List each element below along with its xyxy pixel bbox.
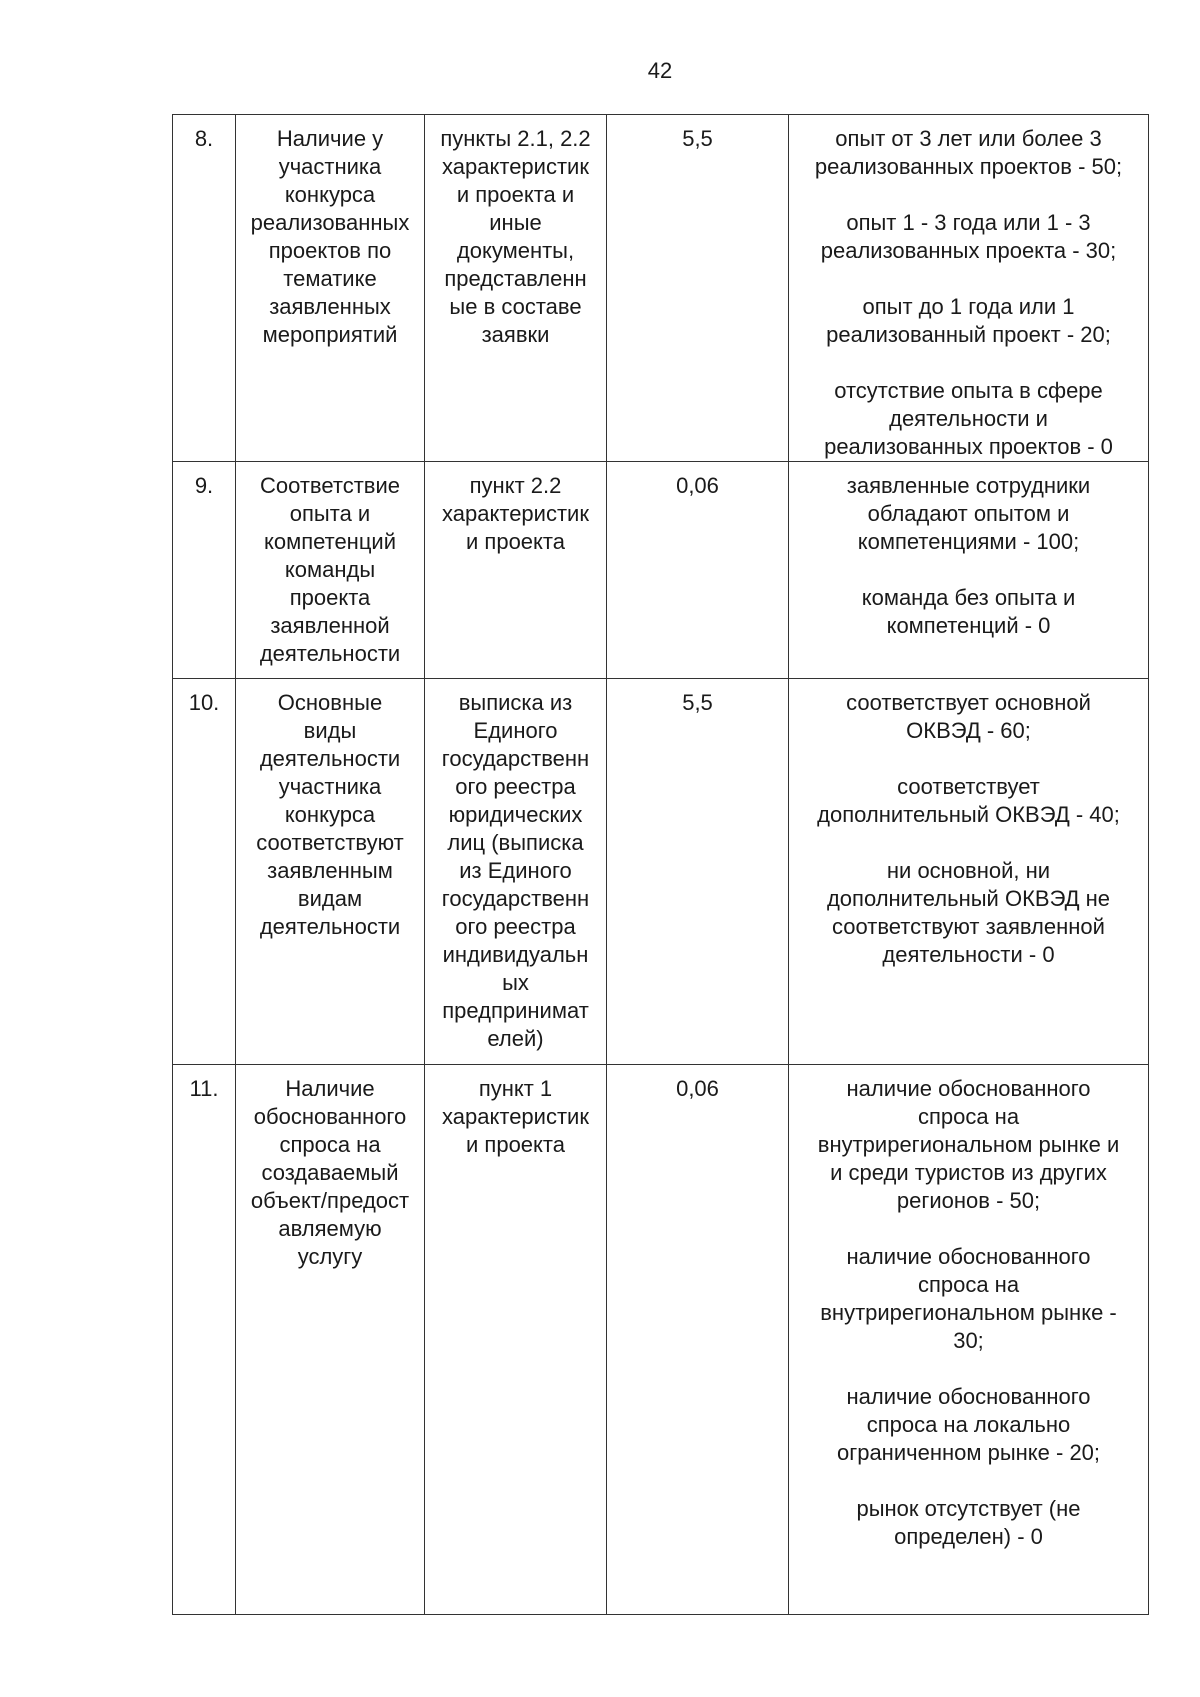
score-line: дополнительный ОКВЭД не (826, 886, 1111, 911)
documents-cell-line: юридических (448, 802, 583, 827)
score-line: команда без опыта и (861, 585, 1076, 610)
criterion-cell-line: компетенций (263, 529, 397, 554)
documents-cell (425, 679, 607, 1065)
documents-cell-line: ого реестра (455, 914, 576, 939)
documents-cell (425, 1065, 607, 1615)
criterion-cell-line: Наличие (285, 1076, 375, 1101)
criterion-cell-line: деятельности (259, 746, 401, 771)
criterion-cell-line: обоснованного (253, 1104, 407, 1129)
score-line: дополнительный ОКВЭД - 40; (817, 802, 1120, 827)
score-item (793, 773, 1144, 829)
criterion-cell (236, 1065, 425, 1615)
score-line: ни основной, ни (886, 858, 1051, 883)
score-line: обладают опытом и (867, 501, 1070, 526)
score-line: компетенциями - 100; (857, 529, 1080, 554)
row-number: 11. (173, 1065, 236, 1615)
score-line: ОКВЭД - 60; (906, 718, 1031, 743)
scores-cell (789, 462, 1149, 679)
documents-cell-line: и проекта и (456, 182, 575, 207)
criterion-cell-line: соответствуют (256, 830, 404, 855)
score-line: наличие обоснованного (846, 1384, 1091, 1409)
criterion-cell-line: Наличие у (276, 126, 384, 151)
documents-cell-line: пункт 2.2 (469, 473, 562, 498)
scores-cell (789, 115, 1149, 462)
criterion-cell-line: видам (297, 886, 363, 911)
score-line: соответствуют заявленной (832, 914, 1105, 939)
score-line: деятельности - 0 (882, 942, 1055, 967)
criterion-cell-line: Соответствие (259, 473, 400, 498)
score-item (793, 1383, 1144, 1467)
documents-cell-line: иные (489, 210, 542, 235)
score-line: опыт от 3 лет или более 3 (835, 126, 1102, 151)
criterion-cell-line: тематике (283, 266, 377, 291)
criterion-cell-line: опыта и (289, 501, 371, 526)
criterion-cell-line: виды (303, 718, 357, 743)
documents-cell-line: лиц (выписка (447, 830, 584, 855)
score-line: реализованных проектов - 50; (814, 154, 1123, 179)
documents-cell-line: документы, (456, 238, 575, 263)
documents-cell-line: государственн (441, 746, 590, 771)
score-line: отсутствие опыта в сфере (834, 378, 1103, 403)
documents-cell-line: пункты 2.1, 2.2 (440, 126, 591, 151)
score-item (793, 857, 1144, 969)
documents-cell-line: из Единого (459, 858, 572, 883)
score-line: реализованных проекта - 30; (820, 238, 1117, 263)
criterion-cell-line: мероприятий (262, 322, 398, 347)
scores-cell (789, 679, 1149, 1065)
score-line: 30; (953, 1328, 984, 1353)
row-number: 10. (173, 679, 236, 1065)
score-line: определен) - 0 (894, 1524, 1043, 1549)
documents-cell-line: и проекта (466, 1132, 565, 1157)
score-line: компетенций - 0 (886, 613, 1051, 638)
criterion-cell (236, 679, 425, 1065)
documents-cell-line: представленн (444, 266, 587, 291)
criterion-cell-line: объект/предост (250, 1188, 410, 1213)
score-line: наличие обоснованного (846, 1076, 1091, 1101)
criteria-table (172, 114, 1149, 1615)
score-line: ограниченном рынке - 20; (836, 1440, 1101, 1465)
documents-cell-line: елей) (487, 1026, 544, 1051)
weight-cell: 0,06 (607, 1065, 789, 1615)
criterion-cell-line: конкурса (284, 802, 376, 827)
score-line: деятельности и (889, 406, 1048, 431)
row-number: 9. (173, 462, 236, 679)
score-line: заявленные сотрудники (846, 473, 1091, 498)
score-item (793, 209, 1144, 265)
score-item (793, 472, 1144, 556)
documents-cell (425, 462, 607, 679)
score-line: регионов - 50; (896, 1188, 1041, 1213)
score-line: наличие обоснованного (846, 1244, 1091, 1269)
score-item (793, 1495, 1144, 1551)
table-row (173, 462, 1149, 679)
score-item (793, 584, 1144, 640)
score-line: спроса на локально (866, 1412, 1071, 1437)
criterion-cell-line: конкурса (284, 182, 376, 207)
table-row (173, 115, 1149, 462)
documents-cell-line: и проекта (466, 529, 565, 554)
documents-cell-line: Единого (473, 718, 558, 743)
score-line: соответствует (897, 774, 1040, 799)
criterion-cell-line: создаваемый (261, 1160, 399, 1185)
score-line: опыт до 1 года или 1 (862, 294, 1075, 319)
documents-cell-line: ых (502, 970, 529, 995)
score-item (793, 1243, 1144, 1355)
score-line: опыт 1 - 3 года или 1 - 3 (846, 210, 1091, 235)
row-number: 8. (173, 115, 236, 462)
criterion-cell-line: реализованных (250, 210, 410, 235)
criterion-cell-line: участника (278, 154, 382, 179)
score-line: спроса на (917, 1104, 1020, 1129)
score-line: и среди туристов из других (830, 1160, 1107, 1185)
criterion-cell-line: авляемую (278, 1216, 382, 1241)
documents-cell-line: пункт 1 (478, 1076, 553, 1101)
table-row (173, 679, 1149, 1065)
criterion-cell-line: участника (278, 774, 382, 799)
score-line: соответствует основной (846, 690, 1091, 715)
criterion-cell-line: заявленным (267, 858, 393, 883)
criterion-cell-line: заявленной (270, 613, 390, 638)
documents-cell-line: индивидуальн (442, 942, 589, 967)
score-line: рынок отсутствует (не (856, 1496, 1081, 1521)
criterion-cell-line: спроса на (279, 1132, 381, 1157)
criterion-cell-line: проекта (289, 585, 371, 610)
documents-cell-line: предпринимат (442, 998, 589, 1023)
criteria-table-body (173, 115, 1149, 1615)
documents-cell-line: характеристик (442, 1104, 589, 1129)
documents-cell (425, 115, 607, 462)
documents-cell-line: характеристик (442, 154, 589, 179)
score-line: реализованных проектов - 0 (824, 434, 1113, 459)
criterion-cell (236, 462, 425, 679)
score-line: внутрирегиональном рынке - (820, 1300, 1117, 1325)
score-line: спроса на (917, 1272, 1020, 1297)
criterion-cell-line: заявленных (269, 294, 391, 319)
documents-cell-line: характеристик (442, 501, 589, 526)
score-item (793, 1075, 1144, 1215)
criterion-cell-line: деятельности (259, 914, 401, 939)
documents-cell-line: заявки (481, 322, 550, 347)
criterion-cell-line: услугу (297, 1244, 363, 1269)
criterion-cell-line: Основные (277, 690, 383, 715)
scores-cell (789, 1065, 1149, 1615)
weight-cell: 5,5 (607, 679, 789, 1065)
documents-cell-line: выписка из (458, 690, 573, 715)
score-item (793, 293, 1144, 349)
documents-cell-line: ого реестра (455, 774, 576, 799)
criterion-cell (236, 115, 425, 462)
criterion-cell-line: проектов по (268, 238, 392, 263)
table-row (173, 1065, 1149, 1615)
score-item (793, 689, 1144, 745)
weight-cell: 5,5 (607, 115, 789, 462)
criterion-cell-line: команды (284, 557, 376, 582)
weight-cell: 0,06 (607, 462, 789, 679)
documents-cell-line: ые в составе (449, 294, 582, 319)
score-line: реализованный проект - 20; (826, 322, 1111, 347)
criterion-cell-line: деятельности (259, 641, 401, 666)
documents-cell-line: государственн (441, 886, 590, 911)
page-number: 42 (647, 58, 673, 83)
score-item (793, 125, 1144, 181)
score-line: внутрирегиональном рынке и (817, 1132, 1120, 1157)
score-item (793, 377, 1144, 461)
